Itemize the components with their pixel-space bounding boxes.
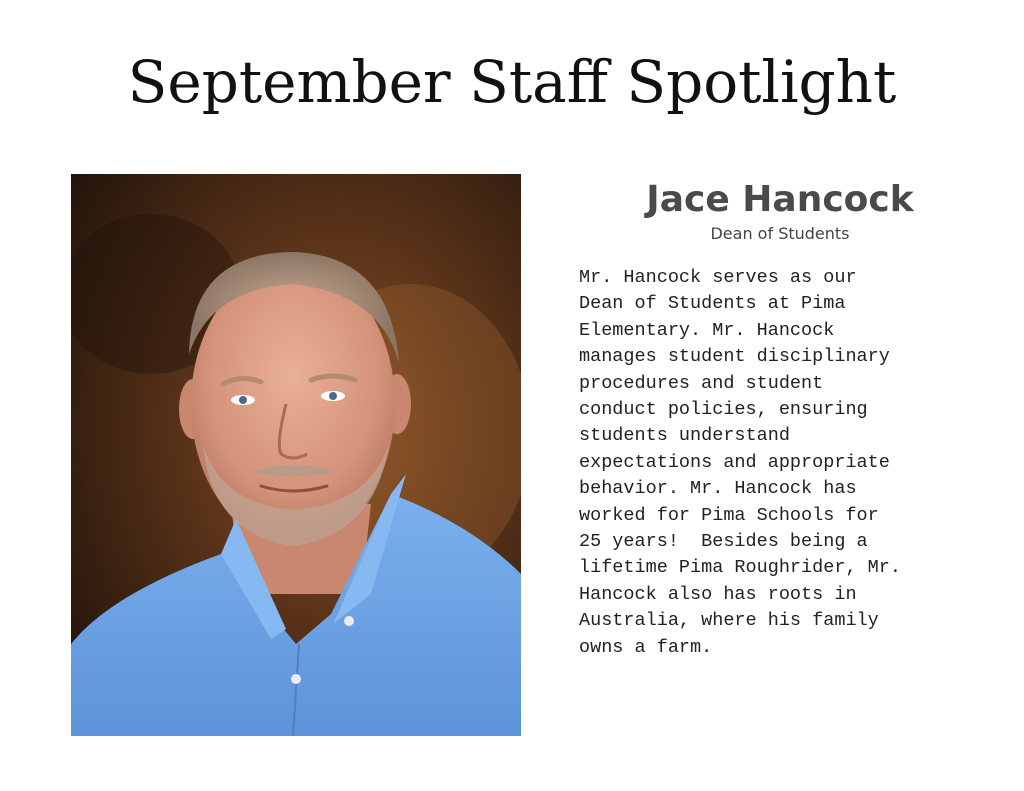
- bio-line: procedures and student: [579, 372, 824, 394]
- bio-line: Dean of Students at Pima: [579, 293, 846, 315]
- bio-line: Australia, where his family: [579, 610, 879, 632]
- bio-line: 25 years! Besides being a: [579, 531, 868, 553]
- bio-line: Mr. Hancock serves as our: [579, 267, 857, 288]
- bio-line: expectations and appropriate: [579, 451, 890, 473]
- bio-line: Elementary. Mr. Hancock: [579, 319, 835, 341]
- bio-line: lifetime Pima Roughrider, Mr.: [579, 557, 901, 579]
- staff-role: Dean of Students: [710, 224, 850, 243]
- bio-line: students understand: [579, 425, 790, 447]
- bio-line: owns a farm.: [579, 636, 713, 658]
- staff-bio: [579, 265, 979, 661]
- portrait-illustration: [71, 174, 521, 736]
- page-title: September Staff Spotlight: [127, 48, 897, 116]
- bio-line: conduct policies, ensuring: [579, 399, 868, 421]
- staff-photo: [71, 174, 521, 736]
- bio-line: behavior. Mr. Hancock has: [579, 478, 857, 500]
- staff-name: Jace Hancock: [646, 179, 914, 220]
- bio-line: manages student disciplinary: [579, 346, 890, 368]
- bio-line: Hancock also has roots in: [579, 583, 857, 605]
- bio-line: worked for Pima Schools for: [579, 504, 879, 526]
